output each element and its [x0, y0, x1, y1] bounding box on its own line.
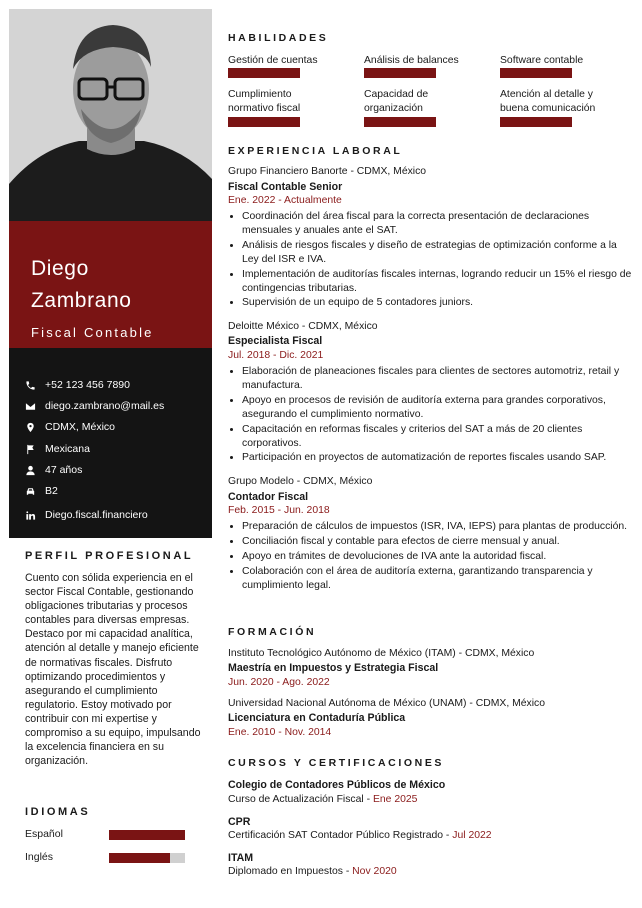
language-level-fill [109, 853, 170, 863]
job-bullet: • Coordinación del área fiscal para la correcta presentación de declaraciones mensuales y anuales ante el SAT. [242, 210, 634, 238]
job-dates: Ene. 2022 - Actualmente [228, 195, 342, 206]
language-item [25, 828, 201, 842]
name-block [9, 221, 212, 348]
languages-heading: IDIOMAS [25, 806, 91, 818]
contact-linkedin[interactable] [23, 507, 148, 523]
contact-location [23, 419, 115, 435]
job-bullet: • Conciliación fiscal y contable para efectos de cierre mensual y anual. [242, 535, 634, 549]
job-company: Grupo Financiero Banorte - CDMX, México [228, 166, 427, 177]
course-org: ITAM [228, 852, 254, 864]
contact-license-text: B2 [45, 485, 58, 497]
education-dates: Jun. 2020 - Ago. 2022 [228, 677, 330, 688]
skill-bar [500, 117, 572, 127]
language-level-bar [109, 830, 185, 840]
course-date: Jul 2022 [452, 830, 492, 841]
education-institution: Instituto Tecnológico Autónomo de México (ITAM) - CDMX, México [228, 648, 535, 659]
job-bullet: • Análisis de riesgos fiscales y diseño de estrategias de optimización conforme a la Ley del ISR e IVA. [242, 239, 634, 267]
skill-bar [228, 68, 300, 78]
course-org: Colegio de Contadores Públicos de México [228, 779, 446, 791]
job-bullets [228, 520, 634, 594]
last-name: Zambrano [31, 289, 132, 312]
skill-bar [228, 117, 300, 127]
skill-bar [364, 117, 436, 127]
skill-bar [364, 68, 436, 78]
education-degree: Maestría en Impuestos y Estrategia Fiscal [228, 662, 439, 674]
course-line: Certificación SAT Contador Público Registrado - Jul 2022 [228, 830, 492, 841]
job-bullets [228, 210, 634, 311]
skills-heading: HABILIDADES [228, 32, 329, 44]
contact-phone-text: +52 123 456 7890 [45, 379, 130, 391]
education-dates: Ene. 2010 - Nov. 2014 [228, 727, 332, 738]
person-icon [23, 463, 37, 477]
job-company: Deloitte México - CDMX, México [228, 321, 378, 332]
contact-age [23, 462, 82, 478]
experience-heading: EXPERIENCIA LABORAL [228, 145, 403, 157]
linkedin-icon [23, 508, 37, 522]
contact-email[interactable] [23, 398, 164, 414]
course-org: CPR [228, 816, 251, 828]
location-pin-icon [23, 420, 37, 434]
course-date: Ene 2025 [372, 794, 418, 805]
job-bullet: • Preparación de cálculos de impuestos (ISR, IVA, IEPS) para plantas de producción. [242, 520, 634, 534]
job-bullet: • Implementación de auditorías fiscales internas, logrando reducir un 15% el riesgo de contingencias tributarias. [242, 268, 634, 296]
education-degree: Licenciatura en Contaduría Pública [228, 712, 406, 724]
contact-age-text: 47 años [45, 464, 83, 476]
first-name: Diego [31, 257, 89, 280]
education-institution: Universidad Nacional Autónoma de México (UNAM) - CDMX, México [228, 698, 546, 709]
contact-phone [23, 377, 130, 393]
phone-icon [23, 378, 37, 392]
education-heading: FORMACIÓN [228, 626, 317, 638]
job-title: Especialista Fiscal [228, 335, 323, 347]
course-name: Certificación SAT Contador Público Registrado [228, 830, 444, 841]
job-bullet: • Colaboración con el área de auditoría externa, garantizando transparencia y cumplimiento legal. [242, 565, 634, 593]
left-column [9, 9, 212, 899]
contact-email-text[interactable]: diego.zambrano@mail.es [45, 400, 165, 412]
job-dates: Jul. 2018 - Dic. 2021 [228, 350, 324, 361]
skill-label: Software contable [500, 55, 584, 66]
language-level-bar [109, 853, 185, 863]
course-name: Curso de Actualización Fiscal [228, 794, 364, 805]
language-name: Español [25, 828, 63, 840]
skill-label: Capacidad de organización [364, 89, 429, 114]
job-bullet: • Participación en proyectos de automatización de reportes fiscales usando SAP. [242, 451, 634, 465]
job-company: Grupo Modelo - CDMX, México [228, 476, 373, 487]
profile-heading: PERFIL PROFESIONAL [25, 550, 194, 562]
language-item [25, 851, 201, 865]
mail-icon [23, 399, 37, 413]
contact-linkedin-text[interactable]: Diego.fiscal.financiero [45, 509, 148, 521]
job-dates: Feb. 2015 - Jun. 2018 [228, 505, 330, 516]
course-name: Diplomado en Impuestos [228, 866, 343, 877]
skill-label: Cumplimiento normativo fiscal [228, 89, 301, 114]
car-icon [23, 484, 37, 498]
language-level-fill [109, 830, 185, 840]
contact-nationality-text: Mexicana [45, 443, 90, 455]
course-line: Diplomado en Impuestos - Nov 2020 [228, 866, 397, 877]
job-bullet: • Apoyo en trámites de devoluciones de IVA ante la autoridad fiscal. [242, 550, 634, 564]
profile-photo [9, 9, 212, 221]
skill-label: Atención al detalle y buena comunicación [500, 89, 596, 114]
job-role: Fiscal Contable [31, 325, 154, 340]
job-bullet: • Capacitación en reformas fiscales y criterios del SAT a más de 20 clientes corporativos. [242, 423, 634, 451]
skill-label: Análisis de balances [364, 55, 459, 66]
flag-icon [23, 442, 37, 456]
job-bullet: • Elaboración de planeaciones fiscales para clientes de sectores automotriz, retail y manufactura. [242, 365, 634, 393]
skill-label: Gestión de cuentas [228, 55, 318, 66]
skill-bar [500, 68, 572, 78]
contact-location-text: CDMX, México [45, 421, 116, 433]
job-title: Fiscal Contable Senior [228, 181, 343, 193]
course-line: Curso de Actualización Fiscal - Ene 2025 [228, 794, 418, 805]
course-date: Nov 2020 [352, 866, 397, 877]
contact-license [23, 483, 58, 499]
profile-text: Cuento con sólida experiencia en el sector Fiscal Contable, gestionando obligaciones tributarias y procesos contables para diversas empresas. Destaco por mi capacidad analítica, atención al detalle y manejo eficiente de normativas fiscales. Disfruto optimizando procedimientos y asegurando el cumplimiento regulatorio. Estoy motivado por contribuir con mi expertise y compromiso a su equipo, impulsando la excelencia financiera en su organización. [25, 572, 201, 768]
contact-panel [9, 348, 212, 538]
job-title: Contador Fiscal [228, 491, 309, 503]
contact-nationality [23, 441, 90, 457]
language-name: Inglés [25, 851, 54, 863]
job-bullet: • Apoyo en procesos de revisión de auditoría externa para grandes corporativos, asegurando el cumplimiento normativo. [242, 394, 634, 422]
job-bullets [228, 365, 634, 466]
courses-heading: CURSOS Y CERTIFICACIONES [228, 757, 445, 769]
job-bullet: • Supervisión de un equipo de 5 contadores juniors. [242, 296, 634, 310]
